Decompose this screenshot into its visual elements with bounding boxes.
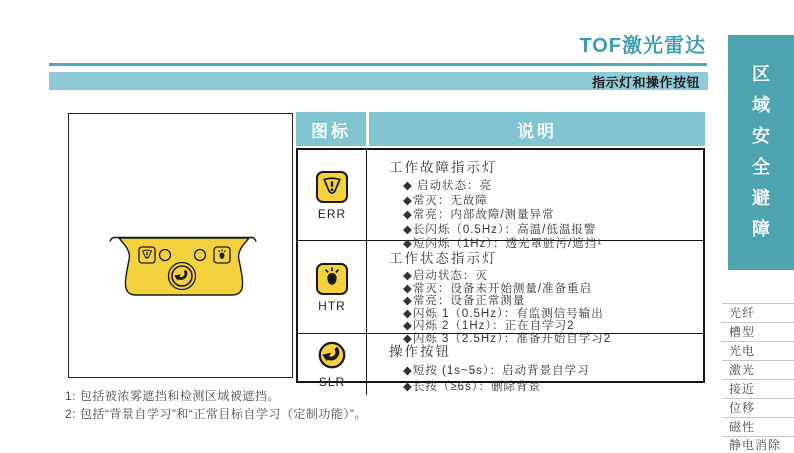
category-item-slot: 槽型 (722, 322, 794, 341)
panel-led-right (195, 250, 206, 261)
bullet-item: ◆启动状态：灭 (403, 270, 488, 282)
tab-char: 全 (752, 157, 770, 177)
slr-return-arrow-icon (316, 340, 348, 372)
section-bar-label: 指示灯和操作按钮 (591, 74, 700, 90)
indicator-table (296, 148, 705, 393)
section-bar (49, 72, 708, 90)
htr-bulb-icon (315, 262, 349, 296)
footnote-2: 2: 包括“背景自学习”和“正常目标自学习（定制功能）”。 (65, 406, 367, 421)
tab-char: 安 (752, 126, 770, 146)
column-header-icon: 图标 (296, 112, 366, 146)
bullet-item: ◆常亮：设备正常测量 (403, 295, 526, 308)
category-item-proximity: 接近 (722, 379, 794, 398)
chapter-tab-area-safety (728, 35, 794, 270)
bullet-item: ◆ 启动状态：亮 (403, 180, 493, 192)
device-panel-drawing (69, 114, 291, 376)
slr-label: SLR (318, 375, 346, 389)
category-item-laser: 激光 (722, 360, 794, 379)
row-title: 工作状态指示灯 (389, 251, 498, 266)
table-row-err (298, 150, 703, 250)
table-row-htr (298, 241, 703, 345)
bullet-item: ◆闪烁 3（2.5Hz）：准备开始自学习2 (403, 332, 612, 345)
panel-slr-button (169, 263, 196, 290)
table-row-slr (298, 334, 703, 395)
category-item-magnetic: 磁性 (722, 417, 794, 436)
tab-char: 障 (752, 219, 770, 239)
bullet-item: ◆短闪烁（1Hz）：透光罩脏污/遮挡¹ (403, 238, 603, 250)
row-title: 操作按钮 (389, 344, 451, 359)
category-item-clipped: 静电消除 (722, 436, 794, 441)
bullet-item: ◆长按（≥6s）：删除背景 (403, 381, 542, 393)
column-header-description: 说明 (369, 112, 705, 146)
category-item-displacement: 位移 (722, 398, 794, 417)
err-warning-fan-icon (315, 170, 349, 204)
tab-char: 区 (752, 64, 770, 84)
footnotes (65, 388, 367, 423)
tab-char: 域 (752, 95, 770, 115)
footnote-1: 1: 包括被浓雾遮挡和检测区域被遮挡。 (65, 389, 280, 403)
table-header (296, 112, 705, 146)
title-rule (49, 63, 707, 66)
bullet-item: ◆闪烁 1（0.5Hz）：有监测信号输出 (403, 307, 604, 320)
panel-led-left (160, 250, 171, 261)
bullet-item: ◆常灭：设备未开始测量/准备重启 (403, 282, 593, 295)
row-title: 工作故障指示灯 (389, 160, 498, 175)
bullet-item: ◆常灭：无故障 (403, 194, 488, 207)
bullet-item: ◆常亮：内部故障/测量异常 (403, 209, 555, 221)
htr-label: HTR (318, 298, 346, 313)
bullet-item: ◆闪烁 2（1Hz）：正在自学习2 (403, 320, 575, 333)
bullet-item: ◆短按 (1s~5s）：启动背景自学习 (403, 365, 590, 377)
err-label: ERR (317, 206, 347, 221)
category-index-list (722, 303, 794, 452)
device-illustration-box (68, 113, 293, 378)
bullet-item: ◆长闪烁（0.5Hz）：高温/低温报警 (403, 223, 597, 236)
tab-char: 避 (752, 188, 770, 208)
category-item-fiber: 光纤 (722, 303, 794, 322)
page-title: TOF激光雷达 (579, 35, 706, 57)
category-item-photoelectric: 光电 (722, 341, 794, 360)
